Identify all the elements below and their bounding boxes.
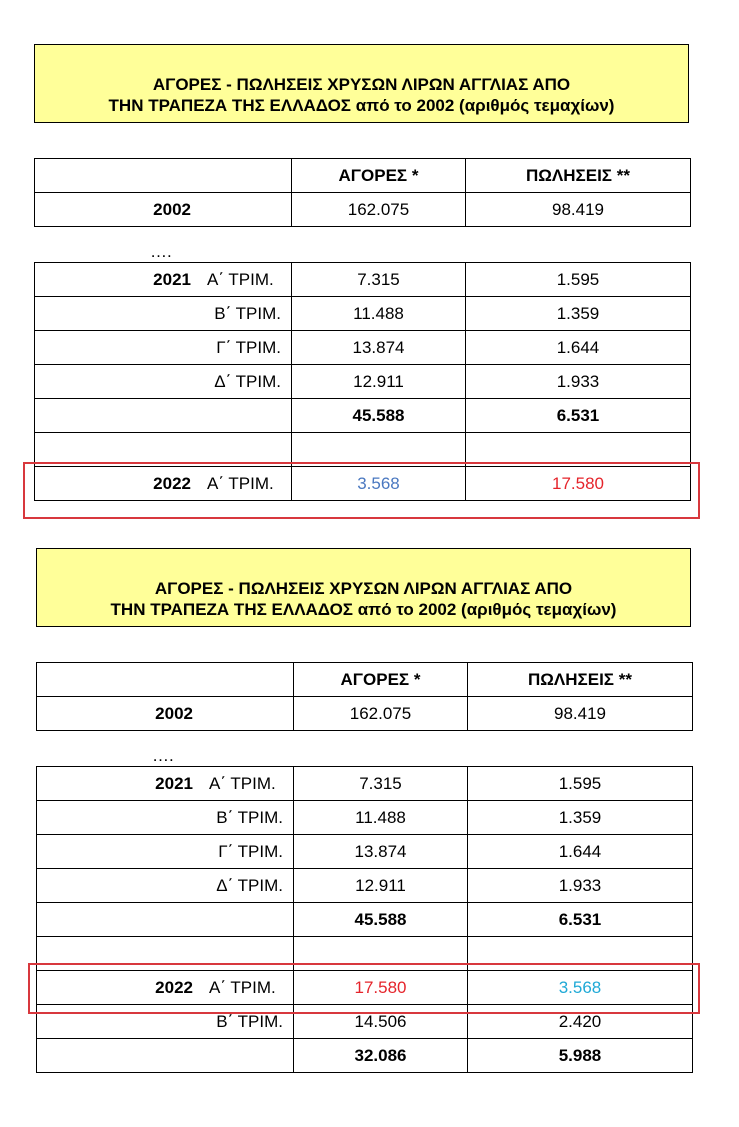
section1-highlight-box	[23, 462, 700, 519]
row-label	[37, 767, 294, 801]
cell-sell: 1.933	[466, 365, 691, 399]
table-row	[37, 835, 693, 869]
cell-buy-2002: 162.075	[294, 697, 468, 731]
section2-ellipsis: ….	[152, 746, 174, 765]
section2-main-table	[36, 766, 693, 1073]
quarter-label: Γ΄ ΤΡΙΜ.	[37, 835, 294, 869]
cell-buy: 7.315	[292, 263, 466, 297]
table-row	[37, 663, 693, 697]
cell-sell: 1.359	[466, 297, 691, 331]
year-label: 2021	[153, 269, 191, 289]
quarter-label: Β΄ ΤΡΙΜ.	[37, 801, 294, 835]
total-label-empty	[35, 399, 292, 433]
cell-buy: 13.874	[294, 835, 468, 869]
year-label: 2022	[155, 977, 193, 997]
total-buy-2022: 32.086	[294, 1039, 468, 1073]
section1-title-line2-rest: από το 2002 (αριθμός τεμαχίων)	[351, 96, 615, 115]
cell-sell-2002: 98.419	[466, 193, 691, 227]
col-header-sell: ΠΩΛΗΣΕΙΣ **	[468, 663, 693, 697]
quarter-label: Α΄ ΤΡΙΜ.	[209, 773, 276, 793]
col-header-buy: ΑΓΟΡΕΣ *	[294, 663, 468, 697]
section1-title-line2	[109, 95, 615, 116]
cell-buy: 12.911	[294, 869, 468, 903]
section2-title-line1: ΑΓΟΡΕΣ - ΠΩΛΗΣΕΙΣ ΧΡΥΣΩΝ ΛΙΡΩΝ ΑΓΓΛΙΑΣ ΑΠΟ	[154, 579, 573, 598]
cell-sell: 1.644	[468, 835, 693, 869]
section2-header-table	[36, 662, 693, 731]
cell-buy: 11.488	[292, 297, 466, 331]
year-label: 2002	[153, 199, 191, 219]
col-header-buy: ΑΓΟΡΕΣ *	[292, 159, 466, 193]
row-label-2002	[37, 697, 294, 731]
section2-title-line2-rest: από το 2002 (αριθμός τεμαχίων)	[353, 600, 617, 619]
year-label: 2022	[153, 473, 191, 493]
cell-sell: 2.420	[468, 1005, 693, 1039]
cell-sell: 1.933	[468, 869, 693, 903]
quarter-label: Δ΄ ΤΡΙΜ.	[37, 869, 294, 903]
total-buy-2021: 45.588	[294, 903, 468, 937]
table-row	[35, 193, 691, 227]
total-buy-2021: 45.588	[292, 399, 466, 433]
cell-sell: 1.359	[468, 801, 693, 835]
quarter-label: Α΄ ΤΡΙΜ.	[207, 269, 274, 289]
cell-buy-highlight: 3.568	[292, 467, 466, 501]
table-row	[35, 159, 691, 193]
quarter-label: Α΄ ΤΡΙΜ.	[209, 977, 276, 997]
cell-buy: 7.315	[294, 767, 468, 801]
header-empty-cell	[37, 663, 294, 697]
table-row	[35, 399, 691, 433]
quarter-label: Α΄ ΤΡΙΜ.	[207, 473, 274, 493]
row-label	[35, 263, 292, 297]
section1-header-table	[34, 158, 691, 227]
table-row	[37, 801, 693, 835]
header-empty-cell	[35, 159, 292, 193]
cell-sell-2002: 98.419	[468, 697, 693, 731]
quarter-label: Γ΄ ΤΡΙΜ.	[35, 331, 292, 365]
section1-title-line2-bold: ΤΗΝ ΤΡΑΠΕΖΑ ΤΗΣ ΕΛΛΑΔΟΣ	[108, 96, 351, 115]
cell-buy-2002: 162.075	[292, 193, 466, 227]
cell-buy: 14.506	[294, 1005, 468, 1039]
section2-title-box	[36, 548, 691, 627]
cell-buy: 12.911	[292, 365, 466, 399]
total-label-empty	[37, 1039, 294, 1073]
cell-sell: 1.595	[468, 767, 693, 801]
section1-ellipsis: ….	[150, 242, 172, 261]
table-row	[37, 767, 693, 801]
table-row	[37, 697, 693, 731]
quarter-label: Β΄ ΤΡΙΜ.	[35, 297, 292, 331]
section2-highlight-box	[28, 963, 700, 1014]
year-label: 2002	[155, 703, 193, 723]
cell-sell: 1.644	[466, 331, 691, 365]
cell-sell-highlight: 17.580	[466, 467, 691, 501]
col-header-sell: ΠΩΛΗΣΕΙΣ **	[466, 159, 691, 193]
table-row	[37, 869, 693, 903]
section2-title-line2	[111, 599, 617, 620]
cell-buy: 13.874	[292, 331, 466, 365]
cell-buy: 11.488	[294, 801, 468, 835]
table-row	[37, 903, 693, 937]
total-sell-2021: 6.531	[466, 399, 691, 433]
cell-sell-highlight: 3.568	[468, 971, 693, 1005]
quarter-label: Δ΄ ΤΡΙΜ.	[35, 365, 292, 399]
table-row	[35, 297, 691, 331]
table-row	[35, 263, 691, 297]
year-label: 2021	[155, 773, 193, 793]
row-label-2002	[35, 193, 292, 227]
total-label-empty	[37, 903, 294, 937]
table-row	[35, 331, 691, 365]
table-row	[37, 1039, 693, 1073]
table-row	[35, 365, 691, 399]
section1-title-box	[34, 44, 689, 123]
total-sell-2021: 6.531	[468, 903, 693, 937]
quarter-label: Β΄ ΤΡΙΜ.	[37, 1005, 294, 1039]
cell-buy-highlight: 17.580	[294, 971, 468, 1005]
total-sell-2022: 5.988	[468, 1039, 693, 1073]
section1-title-line1: ΑΓΟΡΕΣ - ΠΩΛΗΣΕΙΣ ΧΡΥΣΩΝ ΛΙΡΩΝ ΑΓΓΛΙΑΣ ΑΠΟ	[152, 75, 571, 94]
cell-sell: 1.595	[466, 263, 691, 297]
section2-title-line2-bold: ΤΗΝ ΤΡΑΠΕΖΑ ΤΗΣ ΕΛΛΑΔΟΣ	[110, 600, 353, 619]
